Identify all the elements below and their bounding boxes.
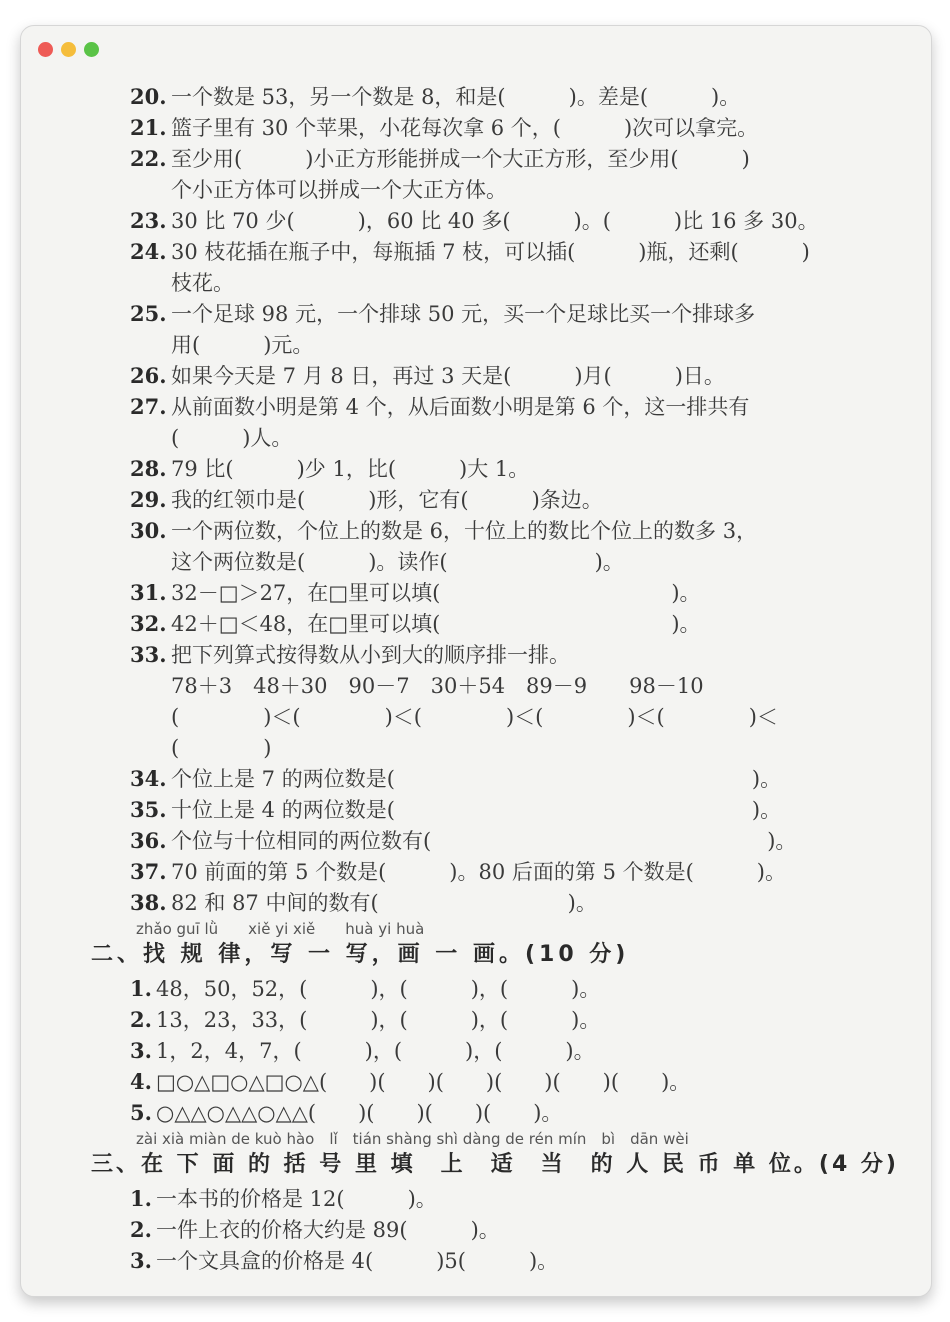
question-number: 26.: [130, 363, 167, 388]
question-number: 30.: [130, 518, 167, 543]
question-text: 一个数是 53，另一个数是 8，和是( )。差是( )。: [171, 85, 741, 109]
question-text-continued: 枝花。: [171, 271, 234, 295]
item-number: 1.: [130, 976, 152, 1001]
question-text: 十位上是 4 的两位数是( )。: [171, 798, 782, 822]
question-text: 70 前面的第 5 个数是( )。80 后面的第 5 个数是( )。: [171, 860, 786, 884]
question-text: 篮子里有 30 个苹果，小花每次拿 6 个，( )次可以拿完。: [171, 116, 759, 140]
section-2-title: 二、找 规 律，写 一 写，画 一 画。(10 分): [91, 942, 630, 967]
question-text-continued: 用( )元。: [171, 333, 314, 357]
item-text: 1，2，4，7，( )，( )，( )。: [156, 1039, 595, 1063]
question-number: 32.: [130, 611, 167, 636]
item-number: 3.: [130, 1038, 152, 1063]
question-text: 个位与十位相同的两位数有( )。: [171, 829, 797, 853]
question-number: 31.: [130, 580, 167, 605]
question-text: 从前面数小明是第 4 个，从后面数小明是第 6 个，这一排共有: [171, 395, 750, 419]
question-text-continued: 这个两位数是( )。读作( )。: [171, 550, 624, 574]
document-window: [20, 25, 932, 1297]
question-number: 37.: [130, 859, 167, 884]
ordering-blanks-continued: ( ): [171, 736, 272, 760]
question-number: 23.: [130, 208, 167, 233]
question-text: 至少用( )小正方形能拼成一个大正方形，至少用( ): [171, 147, 750, 171]
question-text: 30 枝花插在瓶子中，每瓶插 7 枝，可以插( )瓶，还剩( ): [171, 240, 810, 264]
question-number: 36.: [130, 828, 167, 853]
question-number: 27.: [130, 394, 167, 419]
section-3-title: 三、在 下 面 的 括 号 里 填 上 适 当 的 人 民 币 单 位。(4 分): [91, 1152, 899, 1177]
item-text: 48，50，52，( )，( )，( )。: [156, 977, 601, 1001]
item-number: 4.: [130, 1069, 152, 1094]
question-text: 一个两位数，个位上的数是 6，十位上的数比个位上的数多 3，: [171, 519, 758, 543]
question-number: 25.: [130, 301, 167, 326]
item-number: 5.: [130, 1100, 152, 1125]
section-3-pinyin: zài xià miàn de kuò hào lǐ tián shàng shì dàng de rén mín bì dān wèi: [136, 1130, 689, 1148]
question-text: 如果今天是 7 月 8 日，再过 3 天是( )月( )日。: [171, 364, 725, 388]
question-number: 38.: [130, 890, 167, 915]
question-number: 33.: [130, 642, 167, 667]
question-text: 个位上是 7 的两位数是( )。: [171, 767, 782, 791]
item-number: 2.: [130, 1217, 152, 1242]
item-number: 1.: [130, 1186, 152, 1211]
question-text: 79 比( )少 1，比( )大 1。: [171, 457, 530, 481]
item-text: 一个文具盒的价格是 4( )5( )。: [156, 1249, 559, 1273]
item-text: 13，23，33，( )，( )，( )。: [156, 1008, 601, 1032]
question-number: 28.: [130, 456, 167, 481]
expression-list: 78＋3 48＋30 90－7 30＋54 89－9 98－10: [171, 674, 704, 698]
question-number: 29.: [130, 487, 167, 512]
item-text: 一件上衣的价格大约是 89( )。: [156, 1218, 500, 1242]
question-number: 22.: [130, 146, 167, 171]
shape-pattern: ○△△○△△○△△( )( )( )( )。: [156, 1101, 563, 1125]
worksheet-content: [21, 26, 931, 1296]
question-number: 20.: [130, 84, 167, 109]
question-number: 35.: [130, 797, 167, 822]
question-text: 42＋□＜48，在□里可以填( )。: [171, 612, 701, 636]
question-text: 32－□＞27，在□里可以填( )。: [171, 581, 701, 605]
shape-pattern: □○△□○△□○△( )( )( )( )( )( )。: [156, 1070, 691, 1094]
item-number: 3.: [130, 1248, 152, 1273]
question-number: 24.: [130, 239, 167, 264]
question-text: 一个足球 98 元，一个排球 50 元，买一个足球比买一个排球多: [171, 302, 756, 326]
question-number: 34.: [130, 766, 167, 791]
question-text: 把下列算式按得数从小到大的顺序排一排。: [171, 643, 570, 667]
question-text-continued: 个小正方体可以拼成一个大正方体。: [171, 178, 507, 202]
ordering-blanks: ( )＜( )＜( )＜( )＜( )＜: [171, 705, 778, 729]
question-text: 我的红领巾是( )形，它有( )条边。: [171, 488, 603, 512]
section-2-pinyin: zhǎo guī lǜ xiě yi xiě huà yi huà: [136, 920, 425, 938]
question-text: 30 比 70 少( )，60 比 40 多( )。( )比 16 多 30。: [171, 209, 819, 233]
question-text: 82 和 87 中间的数有( )。: [171, 891, 597, 915]
item-text: 一本书的价格是 12( )。: [156, 1187, 437, 1211]
item-number: 2.: [130, 1007, 152, 1032]
question-number: 21.: [130, 115, 167, 140]
question-text-continued: ( )人。: [171, 426, 293, 450]
